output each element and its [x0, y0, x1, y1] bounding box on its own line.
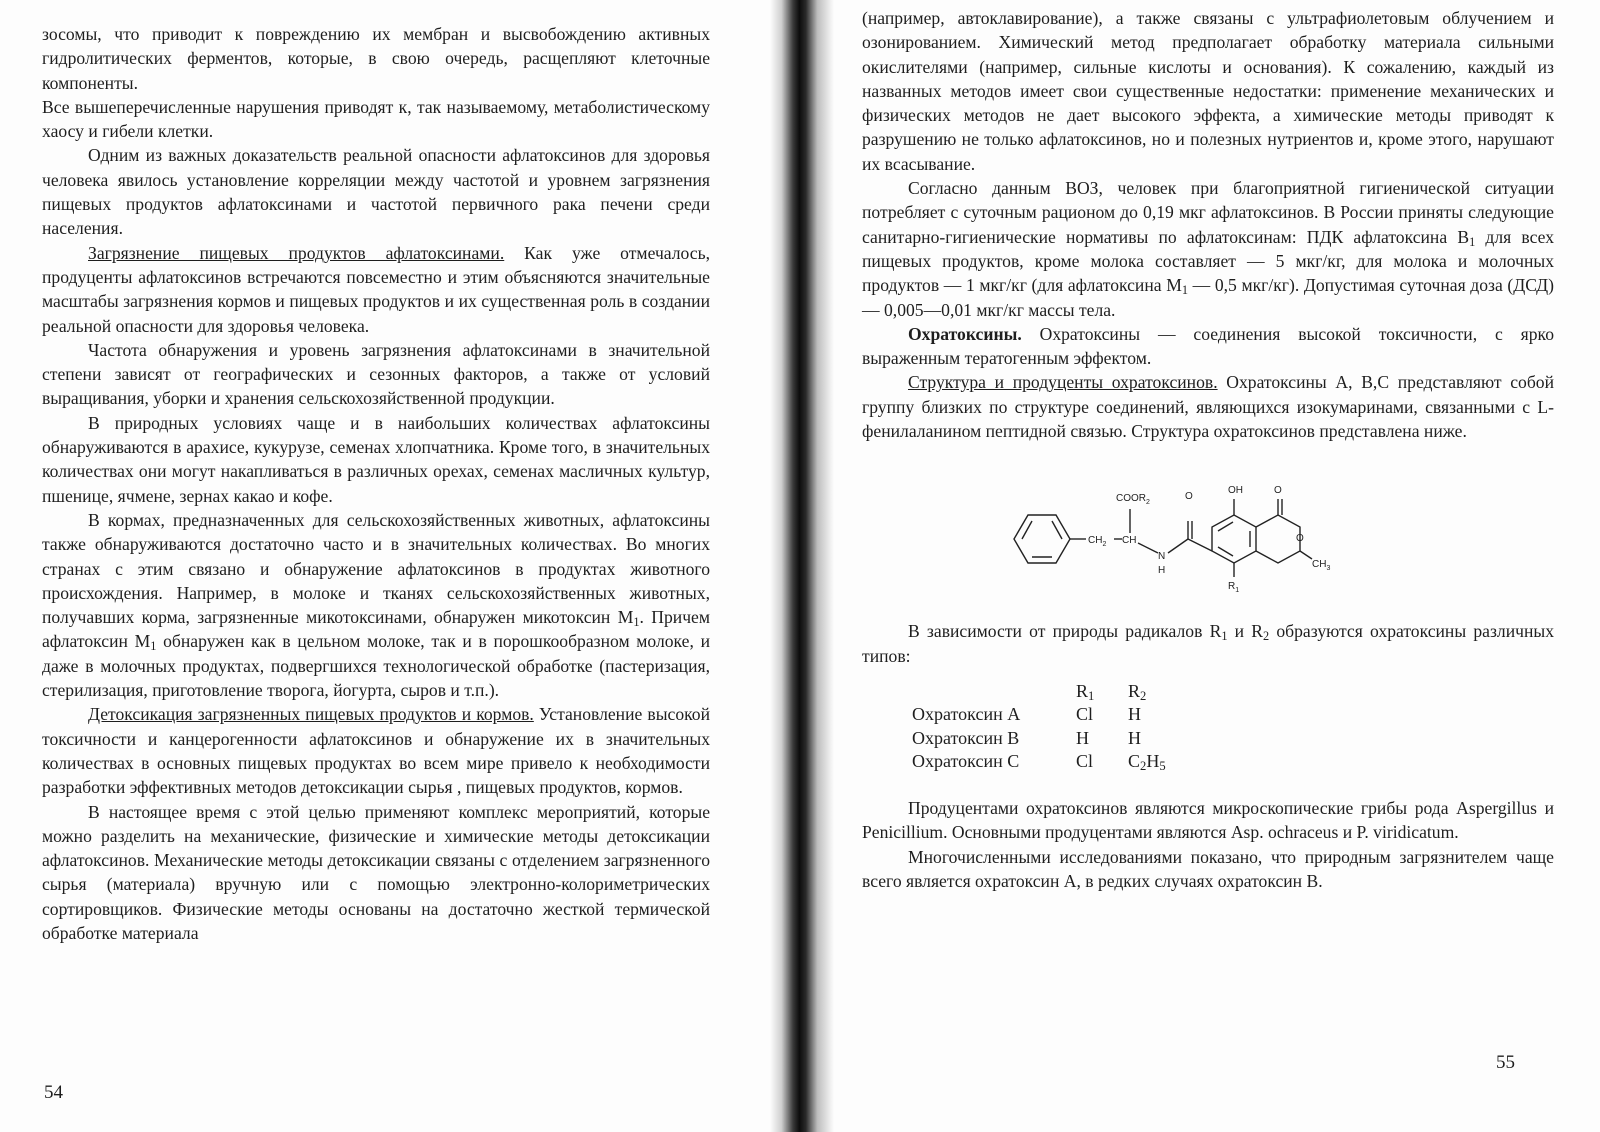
label-n: N	[1158, 551, 1166, 563]
page-right-text-top	[862, 6, 1554, 443]
table-header-row	[912, 680, 1180, 704]
ochratoxin-structure	[862, 469, 1554, 599]
text-run: зосомы, что приводит к повреждению их мембран и высвобождению активных гидролитических ферментов, которые, в свою очередь, расщепляют клеточные компоненты.	[42, 24, 710, 93]
label-ch: CH	[1122, 535, 1137, 547]
text-run: В настоящее время с этой целью применяют комплекс мероприятий, которые можно разделить на механические, физические и химические методы детоксикации афлатоксинов. Механические методы детоксикации связаны с отделением загрязненного сырья (материала) вручную или с помощью электронно-колориметрических сортировщиков. Физические методы основаны на достаточно жесткой термической обработке материала	[42, 801, 710, 943]
text-run: Одним из важных доказательств реальной опасности афлатоксинов для здоровья человека явилось установление корреляции между частотой и уровнем загрязнения пищевых продуктов афлатоксинами и частотой первичного рака печени среди населения.	[42, 145, 710, 239]
text-run: для всех пищевых продуктов, кроме молока составляет — 5 мкг/кг, для молока и молочных продуктов — 1 мкг/кг (для афлатоксина M	[862, 226, 1554, 296]
paragraph	[862, 619, 1554, 668]
section-heading: Структура и продуценты охратоксинов.	[908, 372, 1218, 393]
paragraph	[862, 796, 1554, 845]
text-run: В зависимости от природы радикалов R	[908, 621, 1222, 642]
paragraph	[42, 241, 710, 338]
text-run: Все вышеперечисленные нарушения приводят к, так называемому, метаболистическому хаосу и гибели клетки.	[42, 96, 710, 142]
table-cell: Охратоксин C	[912, 751, 1020, 772]
paragraph	[862, 370, 1554, 443]
label-nh: H	[1158, 565, 1166, 577]
paragraph	[42, 411, 710, 508]
subscript: 1	[1469, 234, 1476, 249]
page-number: 54	[44, 1082, 63, 1103]
paragraph	[862, 322, 1554, 371]
text-run: Частота обнаружения и уровень загрязнения афлатоксинами в значительной степени зависят от географических и сезонных факторов, а также от условий выращивания, уборки и хранения сельскохозяйственной продукции.	[42, 339, 710, 409]
table-cell: $C_2H_5$	[1128, 751, 1166, 774]
table-header-cell: $R_1$	[1076, 680, 1095, 703]
text-run: В кормах, предназначенных для сельскохозяйственных животных, афлатоксины также обнаруживаются достаточно часто и в значительных количествах. Во многих странах с этим связано и обнаружение афлатоксинов в продуктах животного происхождения. Например, в молоке и тканях сельскохозяйственных животных, получавших корма, загрязненные микотоксинами, обнаружен микотоксин M	[42, 509, 710, 628]
table-cell: Охратоксин A	[912, 704, 1021, 725]
table-cell: Охратоксин B	[912, 727, 1020, 748]
page-left-text	[42, 22, 710, 945]
page-right-text-mid	[862, 619, 1554, 668]
paragraph	[42, 800, 710, 946]
text-run: обнаружен как в цельном молоке, так и в порошкообразном молоке, и даже в молочных продуктах, подвергшихся технологической обработке (пастеризация, стерилизация, приготовление творога, йогурта, сыров и т.п.).	[42, 631, 710, 701]
paragraph	[42, 702, 710, 799]
paragraph	[42, 508, 710, 702]
bold-heading: Охратоксины.	[908, 323, 1022, 344]
structural-formula	[1012, 469, 1392, 599]
text-run: Как уже отмечалось, продуценты афлатоксинов встречаются повсеместно и этим объясняются значительные масштабы загрязнения кормов и пищевых продуктов и их существенная роль в создании реальной опасности для здоровья человека.	[42, 242, 710, 336]
page-right	[840, 0, 1600, 1132]
text-run: Согласно данным ВОЗ, человек при благоприятной гигиенической ситуации потребляет с суточным рационом до 0,19 мкг афлатоксинов. В России приняты следующие санитарно-гигиенические нормативы по афлатоксинам: ПДК афлатоксина B	[862, 178, 1554, 247]
page-left	[0, 0, 790, 1132]
label-ch3: $CH_3$	[1312, 559, 1331, 573]
paragraph	[862, 845, 1554, 894]
text-run: Установление высокой токсичности и канцерогенности афлатоксинов и обнаружение их в значительных количествах в основных пищевых продуктах во всем мире привело к необходимости разработки эффективных методов детоксикации сырья , пищевых продуктов, кормов.	[42, 704, 710, 798]
text-run: Многочисленными исследованиями показано, что природным загрязнителем чаще всего является охратоксин A, в редких случаях охратоксин B.	[862, 846, 1554, 891]
text-run: Охратоксины — соединения высокой токсичности, с ярко выраженным тератогенным эффектом.	[862, 323, 1554, 369]
text-run: Охратоксины A, B,C представляют собой группу близких по структуре соединений, являющихся изокумаринами, связанными с L-фенилаланином пептидной связью. Структура охратоксинов представлена ниже.	[862, 372, 1554, 442]
table-cell: H	[1128, 727, 1141, 748]
table-header-cell: $R_2$	[1128, 680, 1147, 703]
table-row	[912, 727, 1180, 751]
label-ring-o: O	[1296, 533, 1304, 545]
page-number: 55	[1496, 1052, 1515, 1073]
subscript: 1	[1221, 629, 1228, 644]
ochratoxin-types-table	[912, 680, 1180, 774]
section-heading: Детоксикация загрязненных пищевых продуктов и кормов.	[88, 704, 534, 725]
subscript: 1	[633, 615, 640, 630]
paragraph	[42, 95, 710, 144]
table-cell: Cl	[1076, 751, 1094, 772]
paragraph	[42, 143, 710, 240]
table-cell: H	[1076, 727, 1089, 748]
label-coor2: $COOR_2$	[1116, 493, 1150, 507]
paragraph	[862, 176, 1554, 322]
text-run: и R	[1227, 621, 1264, 642]
table-cell: H	[1128, 704, 1141, 725]
section-heading: Загрязнение пищевых продуктов афлатоксинами.	[88, 242, 505, 263]
subscript: 1	[150, 639, 157, 654]
text-run: (например, автоклавирование), а также связаны с ультрафиолетовым облучением и озонированием. Химический метод предполагает обработку материала сильными окислителями (например, сильные кислоты и основания). К сожалению, каждый из названных методов имеет свои существенные недостатки: применение механических и физических методов не дает высокого эффекта, а химические методы приводят к разрушению не только афлатоксинов, но и полезных нутриентов и, кроме этого, нарушают их всасывание.	[862, 8, 1554, 174]
label-r1: $R_1$	[1228, 581, 1240, 595]
paragraph	[862, 6, 1554, 176]
paragraph	[42, 338, 710, 411]
table-header-cell	[912, 680, 1076, 704]
text-run: . Причем афлатоксин M	[42, 607, 710, 652]
table-row	[912, 750, 1180, 774]
text-run: В природных условиях чаще и в наибольших количествах афлатоксины обнаруживаются в арахисе, кукурузе, семенах хлопчатника. Кроме того, в значительных количествах они могут накапливаться в различных орехах, семенах масличных культур, пшенице, ячмене, зернах какао и кофе.	[42, 412, 710, 506]
text-run: — 0,5 мкг/кг). Допустимая суточная доза (ДСД) — 0,005—0,01 мкг/кг массы тела.	[862, 275, 1554, 320]
table-cell: Cl	[1076, 704, 1094, 725]
label-carbonyl-o: O	[1185, 491, 1193, 503]
text-run: образуются охратоксины различных типов:	[862, 621, 1555, 666]
subscript: 2	[1263, 629, 1270, 644]
paragraph	[42, 22, 710, 95]
book-gutter	[770, 0, 834, 1132]
label-lactone-carbonyl-o: O	[1274, 485, 1282, 497]
label-ch2: $CH_2$	[1088, 535, 1107, 549]
page-right-text-bottom	[862, 796, 1554, 893]
label-oh: OH	[1228, 485, 1243, 497]
table-row	[912, 703, 1180, 727]
subscript: 1	[1181, 283, 1188, 298]
text-run: Продуцентами охратоксинов являются микроскопические грибы рода Aspergillus и Penicillium. Основными продуцентами являются Asp. ochraceus и P. viridicatum.	[862, 797, 1554, 843]
